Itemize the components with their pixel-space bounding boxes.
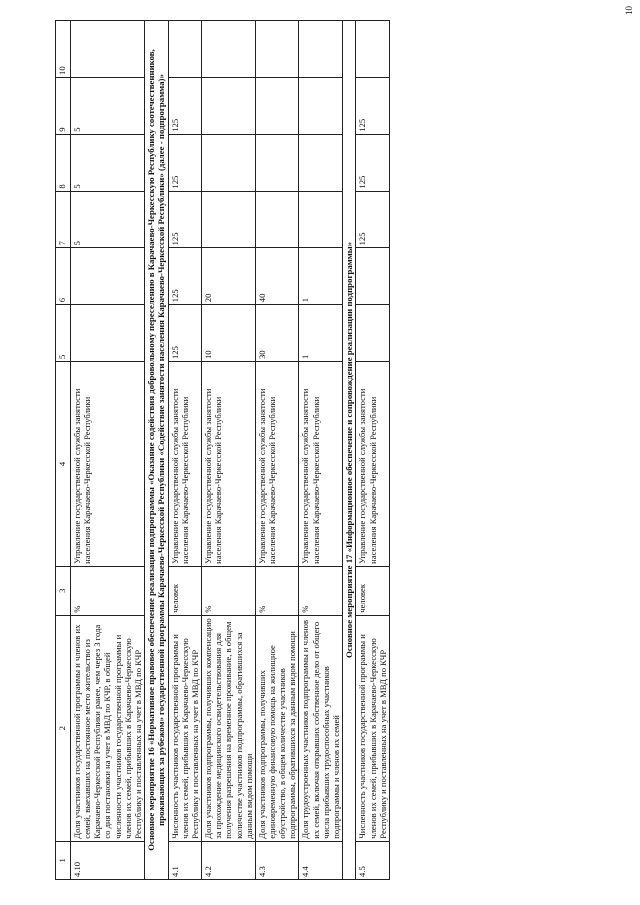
header-cell: 5 — [56, 305, 71, 362]
section-title: Основное мероприятие 16 «Нормативное правовое обеспечение реализации подпрограммы «Оказание содействия добровольному переселению в Карачаево-Черкесскую Республику соотечественников, проживающих за рубежом» государственной программы Карачаево-Черкесской Республики «Содействие занятости населения Карачаево-Черкесской Республики» (далее - подпрограмма)» — [144, 21, 168, 880]
unit-of-measure: человек — [356, 566, 389, 615]
value-cell — [299, 191, 343, 248]
row-number: 4.2 — [202, 841, 256, 879]
table-row — [71, 21, 145, 880]
table-row — [202, 21, 256, 880]
value-cell: 10 — [202, 305, 256, 362]
value-cell: 125 — [356, 77, 389, 134]
value-cell: 125 — [168, 305, 201, 362]
table-row — [168, 21, 201, 880]
header-cell: 1 — [56, 841, 71, 879]
value-cell: 20 — [202, 248, 256, 305]
row-number: 4.10 — [71, 841, 145, 879]
value-cell — [255, 191, 299, 248]
row-number: 4.4 — [299, 841, 343, 879]
indicator-name: Доля трудоустроенных участников подпрограммы и членов их семей, включая открывших собственное дело от общего числа прибывших трудоспособных участников подпрограммы и членов их семей — [299, 615, 343, 841]
value-cell: 125 — [168, 77, 201, 134]
executor: Управление государственной службы занятости населения Карачаево-Черкесской Республики — [71, 362, 145, 567]
header-cell: 10 — [56, 21, 71, 78]
value-cell — [299, 77, 343, 134]
value-cell: 125 — [168, 134, 201, 191]
value-cell — [255, 21, 299, 78]
header-row — [56, 21, 71, 880]
unit-of-measure: человек — [168, 566, 201, 615]
value-cell: 125 — [356, 191, 389, 248]
value-cell: 1 — [299, 305, 343, 362]
unit-of-measure: % — [202, 566, 256, 615]
value-cell — [202, 21, 256, 78]
value-cell — [255, 134, 299, 191]
value-cell — [202, 134, 256, 191]
value-cell — [71, 305, 145, 362]
row-number: 4.3 — [255, 841, 299, 879]
header-cell: 2 — [56, 615, 71, 841]
executor: Управление государственной службы занятости населения Карачаево-Черкесской Республики — [356, 362, 389, 567]
table-row — [356, 21, 389, 880]
indicator-name: Доля участников подпрограммы, получивших компенсацию за прохождение медицинского освидетельствования для получения разрешения на временное проживание, в общем количестве участников подпрограммы, обратившихся за данным видом помощи — [202, 615, 256, 841]
table-row — [255, 21, 299, 880]
unit-of-measure: % — [71, 566, 145, 615]
section-row — [342, 21, 355, 880]
row-number: 4.1 — [168, 841, 201, 879]
indicator-name: Доля участников подпрограммы, получивших единовременную финансовую помощь на жилищное обустройство, в общем количестве участников подпрограммы, обратившихся за данным видом помощи — [255, 615, 299, 841]
row-number: 4.5 — [356, 841, 389, 879]
value-cell: 1 — [299, 248, 343, 305]
header-cell: 9 — [56, 77, 71, 134]
value-cell — [299, 134, 343, 191]
value-cell — [71, 248, 145, 305]
page-number: 10 — [624, 6, 634, 15]
value-cell — [168, 21, 201, 78]
indicator-name: Доля участников государственной программы и членов их семей, выехавших на постоянное место жительство из Карачаево-Черкесской Республики ранее, чем через 3 года со дня постановки на учет в МВД по КЧР, в общей численности участников государственной программы и членов их семей, прибывших в Карачаево-Черкесскую Республику и поставленных на учет в МВД по КЧР — [71, 615, 145, 841]
value-cell — [255, 77, 299, 134]
indicator-name: Численность участников государственной программы и членов их семей, прибывших в Карачаево-Черкесскую Республику и поставленных на учет в МВД по КЧР — [356, 615, 389, 841]
value-cell: 30 — [255, 305, 299, 362]
value-cell — [356, 248, 389, 305]
value-cell: 125 — [168, 191, 201, 248]
header-cell: 6 — [56, 248, 71, 305]
value-cell: 5 — [71, 77, 145, 134]
rotated-table-sheet — [55, 20, 595, 880]
value-cell: 40 — [255, 248, 299, 305]
header-cell: 7 — [56, 191, 71, 248]
executor: Управление государственной службы занятости населения Карачаево-Черкесской Республики — [202, 362, 256, 567]
value-cell — [71, 21, 145, 78]
value-cell — [356, 305, 389, 362]
indicators-table — [55, 20, 390, 880]
value-cell — [202, 191, 256, 248]
section-row — [144, 21, 168, 880]
value-cell — [202, 77, 256, 134]
unit-of-measure: % — [255, 566, 299, 615]
unit-of-measure: % — [299, 566, 343, 615]
value-cell: 5 — [71, 191, 145, 248]
header-cell: 8 — [56, 134, 71, 191]
value-cell: 125 — [356, 134, 389, 191]
executor: Управление государственной службы занятости населения Карачаево-Черкесской Республики — [168, 362, 201, 567]
table-body — [71, 21, 390, 880]
table-row — [299, 21, 343, 880]
header-cell: 4 — [56, 362, 71, 567]
value-cell — [299, 21, 343, 78]
header-cell: 3 — [56, 566, 71, 615]
indicator-name: Численность участников государственной программы и членов их семей, прибывших в Карачаево-Черкесскую Республику и поставленных на учет в МВД по КЧР — [168, 615, 201, 841]
value-cell — [356, 21, 389, 78]
value-cell: 125 — [168, 248, 201, 305]
executor: Управление государственной службы занятости населения Карачаево-Черкесской Республики — [255, 362, 299, 567]
executor: Управление государственной службы занятости населения Карачаево-Черкесской Республики — [299, 362, 343, 567]
value-cell: 5 — [71, 134, 145, 191]
section-title: Основное мероприятие 17 «Информационное обеспечение и сопровождение реализации подпрограммы» — [342, 21, 355, 880]
